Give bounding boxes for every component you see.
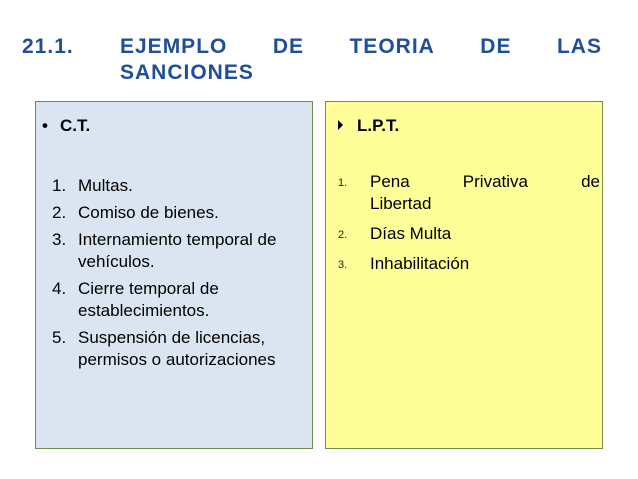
item-word: de: [581, 172, 600, 191]
item-number: 1.: [338, 177, 348, 189]
title-line-2: SANCIONES: [120, 61, 254, 84]
item-number: 4.: [52, 279, 67, 298]
item-text: Días Multa: [370, 224, 452, 243]
list-item: [42, 202, 310, 224]
lpt-list: [338, 171, 600, 283]
lpt-heading-label: L.P.T.: [357, 116, 400, 135]
item-text: Suspensión de licencias, permisos o autorizaciones: [78, 328, 276, 369]
list-item: [42, 327, 310, 371]
list-item: [42, 229, 310, 273]
title-word: DE: [480, 35, 512, 58]
title-line-1: [120, 34, 602, 60]
list-item: [338, 223, 600, 245]
list-item: [338, 253, 600, 275]
item-text: Internamiento temporal de vehículos.: [78, 230, 277, 271]
ct-heading: [42, 116, 90, 136]
item-word: Pena: [370, 172, 410, 191]
bullet-dot: •: [42, 116, 48, 135]
triangle-bullet-icon: [338, 120, 343, 130]
list-item: [338, 171, 600, 215]
item-number: 5.: [52, 328, 67, 347]
ct-heading-label: C.T.: [60, 116, 91, 135]
title-word: EJEMPLO: [120, 35, 228, 58]
item-number: 2.: [52, 203, 67, 222]
title-word: DE: [272, 35, 305, 58]
item-number: 3.: [52, 230, 67, 249]
title-word: LAS: [556, 35, 602, 58]
title-word: TEORIA: [349, 35, 435, 58]
lpt-panel: [325, 101, 603, 449]
list-item: [42, 278, 310, 322]
title-number: 21.1.: [22, 35, 74, 58]
item-number: 3.: [338, 259, 348, 271]
item-word: Privativa: [462, 172, 528, 191]
list-item: [42, 175, 310, 197]
item-number: 1.: [52, 176, 67, 195]
item-text: Cierre temporal de establecimientos.: [78, 279, 219, 320]
item-text-line: Libertad: [370, 194, 432, 213]
ct-panel: [35, 101, 313, 449]
item-text: Comiso de bienes.: [78, 203, 219, 222]
lpt-heading: [338, 116, 399, 136]
item-text: Inhabilitación: [370, 254, 470, 273]
ct-list: [42, 175, 310, 376]
item-number: 2.: [338, 229, 348, 241]
item-text: Multas.: [78, 176, 133, 195]
item-text-line: [370, 171, 600, 193]
